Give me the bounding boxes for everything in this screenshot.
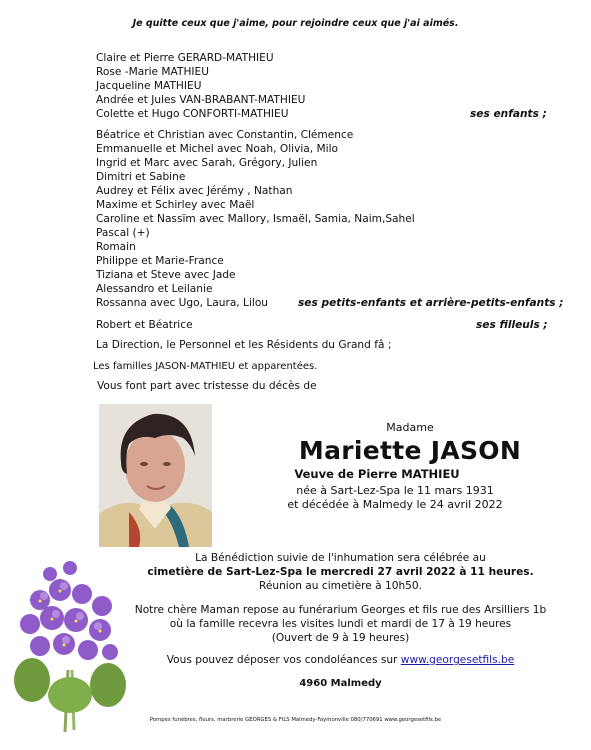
ceremony-date: cimetière de Sart-Lez-Spa le mercredi 27 avril 2022 à 11 heures. xyxy=(147,566,534,578)
condolences-line xyxy=(80,654,591,666)
honorific: Madame xyxy=(386,421,434,434)
list-item: Tiziana et Steve avec Jade xyxy=(96,269,236,281)
list-item: Emmanuelle et Michel avec Noah, Olivia, Milo xyxy=(96,143,339,155)
list-item: Rose -Marie MATHIEU xyxy=(96,66,209,78)
godchildren-label: ses filleuls ; xyxy=(476,319,548,331)
condolences-text: Vous pouvez déposer vos condoléances sur xyxy=(166,654,401,666)
funeral-home-line: Notre chère Maman repose au funérarium Georges et fils rue des Arsilliers 1b xyxy=(134,604,547,616)
address: 4960 Malmedy xyxy=(299,678,382,689)
deceased-name: Mariette JASON xyxy=(298,436,522,465)
condolences-link[interactable]: www.georgesetfils.be xyxy=(400,654,515,666)
grandchildren-label: ses petits-enfants et arrière-petits-enfants ; xyxy=(298,297,564,309)
ceremony-meeting: Réunion au cimetière à 10h50. xyxy=(258,580,423,592)
visits-line: où la famille recevra les visites lundi et mardi de 17 à 19 heures xyxy=(169,618,512,630)
list-item: Ingrid et Marc avec Sarah, Grégory, Julien xyxy=(96,157,318,169)
opening-hours: (Ouvert de 9 à 19 heures) xyxy=(271,632,410,644)
widow-of: Veuve de Pierre MATHIEU xyxy=(294,467,460,481)
list-item: Pascal (+) xyxy=(96,227,150,239)
violet-bouquet-image xyxy=(10,560,130,732)
direction: La Direction, le Personnel et les Résidents du Grand fâ ; xyxy=(96,339,392,351)
families: Les familles JASON-MATHIEU et apparentées. xyxy=(93,361,318,372)
list-item: Béatrice et Christian avec Constantin, Clémence xyxy=(96,129,354,141)
footer: Pompes funèbres, fleurs, marbrerie GEORGES & FILS Malmedy-Faymonville 080/770691 www.georgesetfils.be xyxy=(149,717,442,723)
birth-info: née à Sart-Lez-Spa le 11 mars 1931 xyxy=(296,484,494,497)
list-item: Dimitri et Sabine xyxy=(96,171,186,183)
children-label: ses enfants ; xyxy=(470,108,547,120)
list-item: Jacqueline MATHIEU xyxy=(96,80,202,92)
list-item: Andrée et Jules VAN-BRABANT-MATHIEU xyxy=(96,94,306,106)
list-item: Maxime et Schirley avec Maël xyxy=(96,199,255,211)
announce: Vous font part avec tristesse du décès de xyxy=(97,380,317,392)
list-item: Claire et Pierre GERARD-MATHIEU xyxy=(96,52,274,64)
list-item: Colette et Hugo CONFORTI-MATHIEU xyxy=(96,108,289,120)
list-item: Philippe et Marie-France xyxy=(96,255,224,267)
list-item: Romain xyxy=(96,241,136,253)
list-item: Alessandro et Leilanie xyxy=(96,283,213,295)
quote: Je quitte ceux que j'aime, pour rejoindre ceux que j'ai aimés. xyxy=(132,18,459,29)
list-item: Caroline et Nassïm avec Mallory, Ismaël, Samia, Naim,Sahel xyxy=(96,213,415,225)
list-item: Audrey et Félix avec Jérémy , Nathan xyxy=(96,185,293,197)
ceremony-line: La Bénédiction suivie de l'inhumation sera célébrée au xyxy=(195,552,486,564)
godchildren: Robert et Béatrice xyxy=(96,319,193,331)
death-info: et décédée à Malmedy le 24 avril 2022 xyxy=(287,498,503,511)
list-item: Rossanna avec Ugo, Laura, Lilou xyxy=(96,297,269,309)
